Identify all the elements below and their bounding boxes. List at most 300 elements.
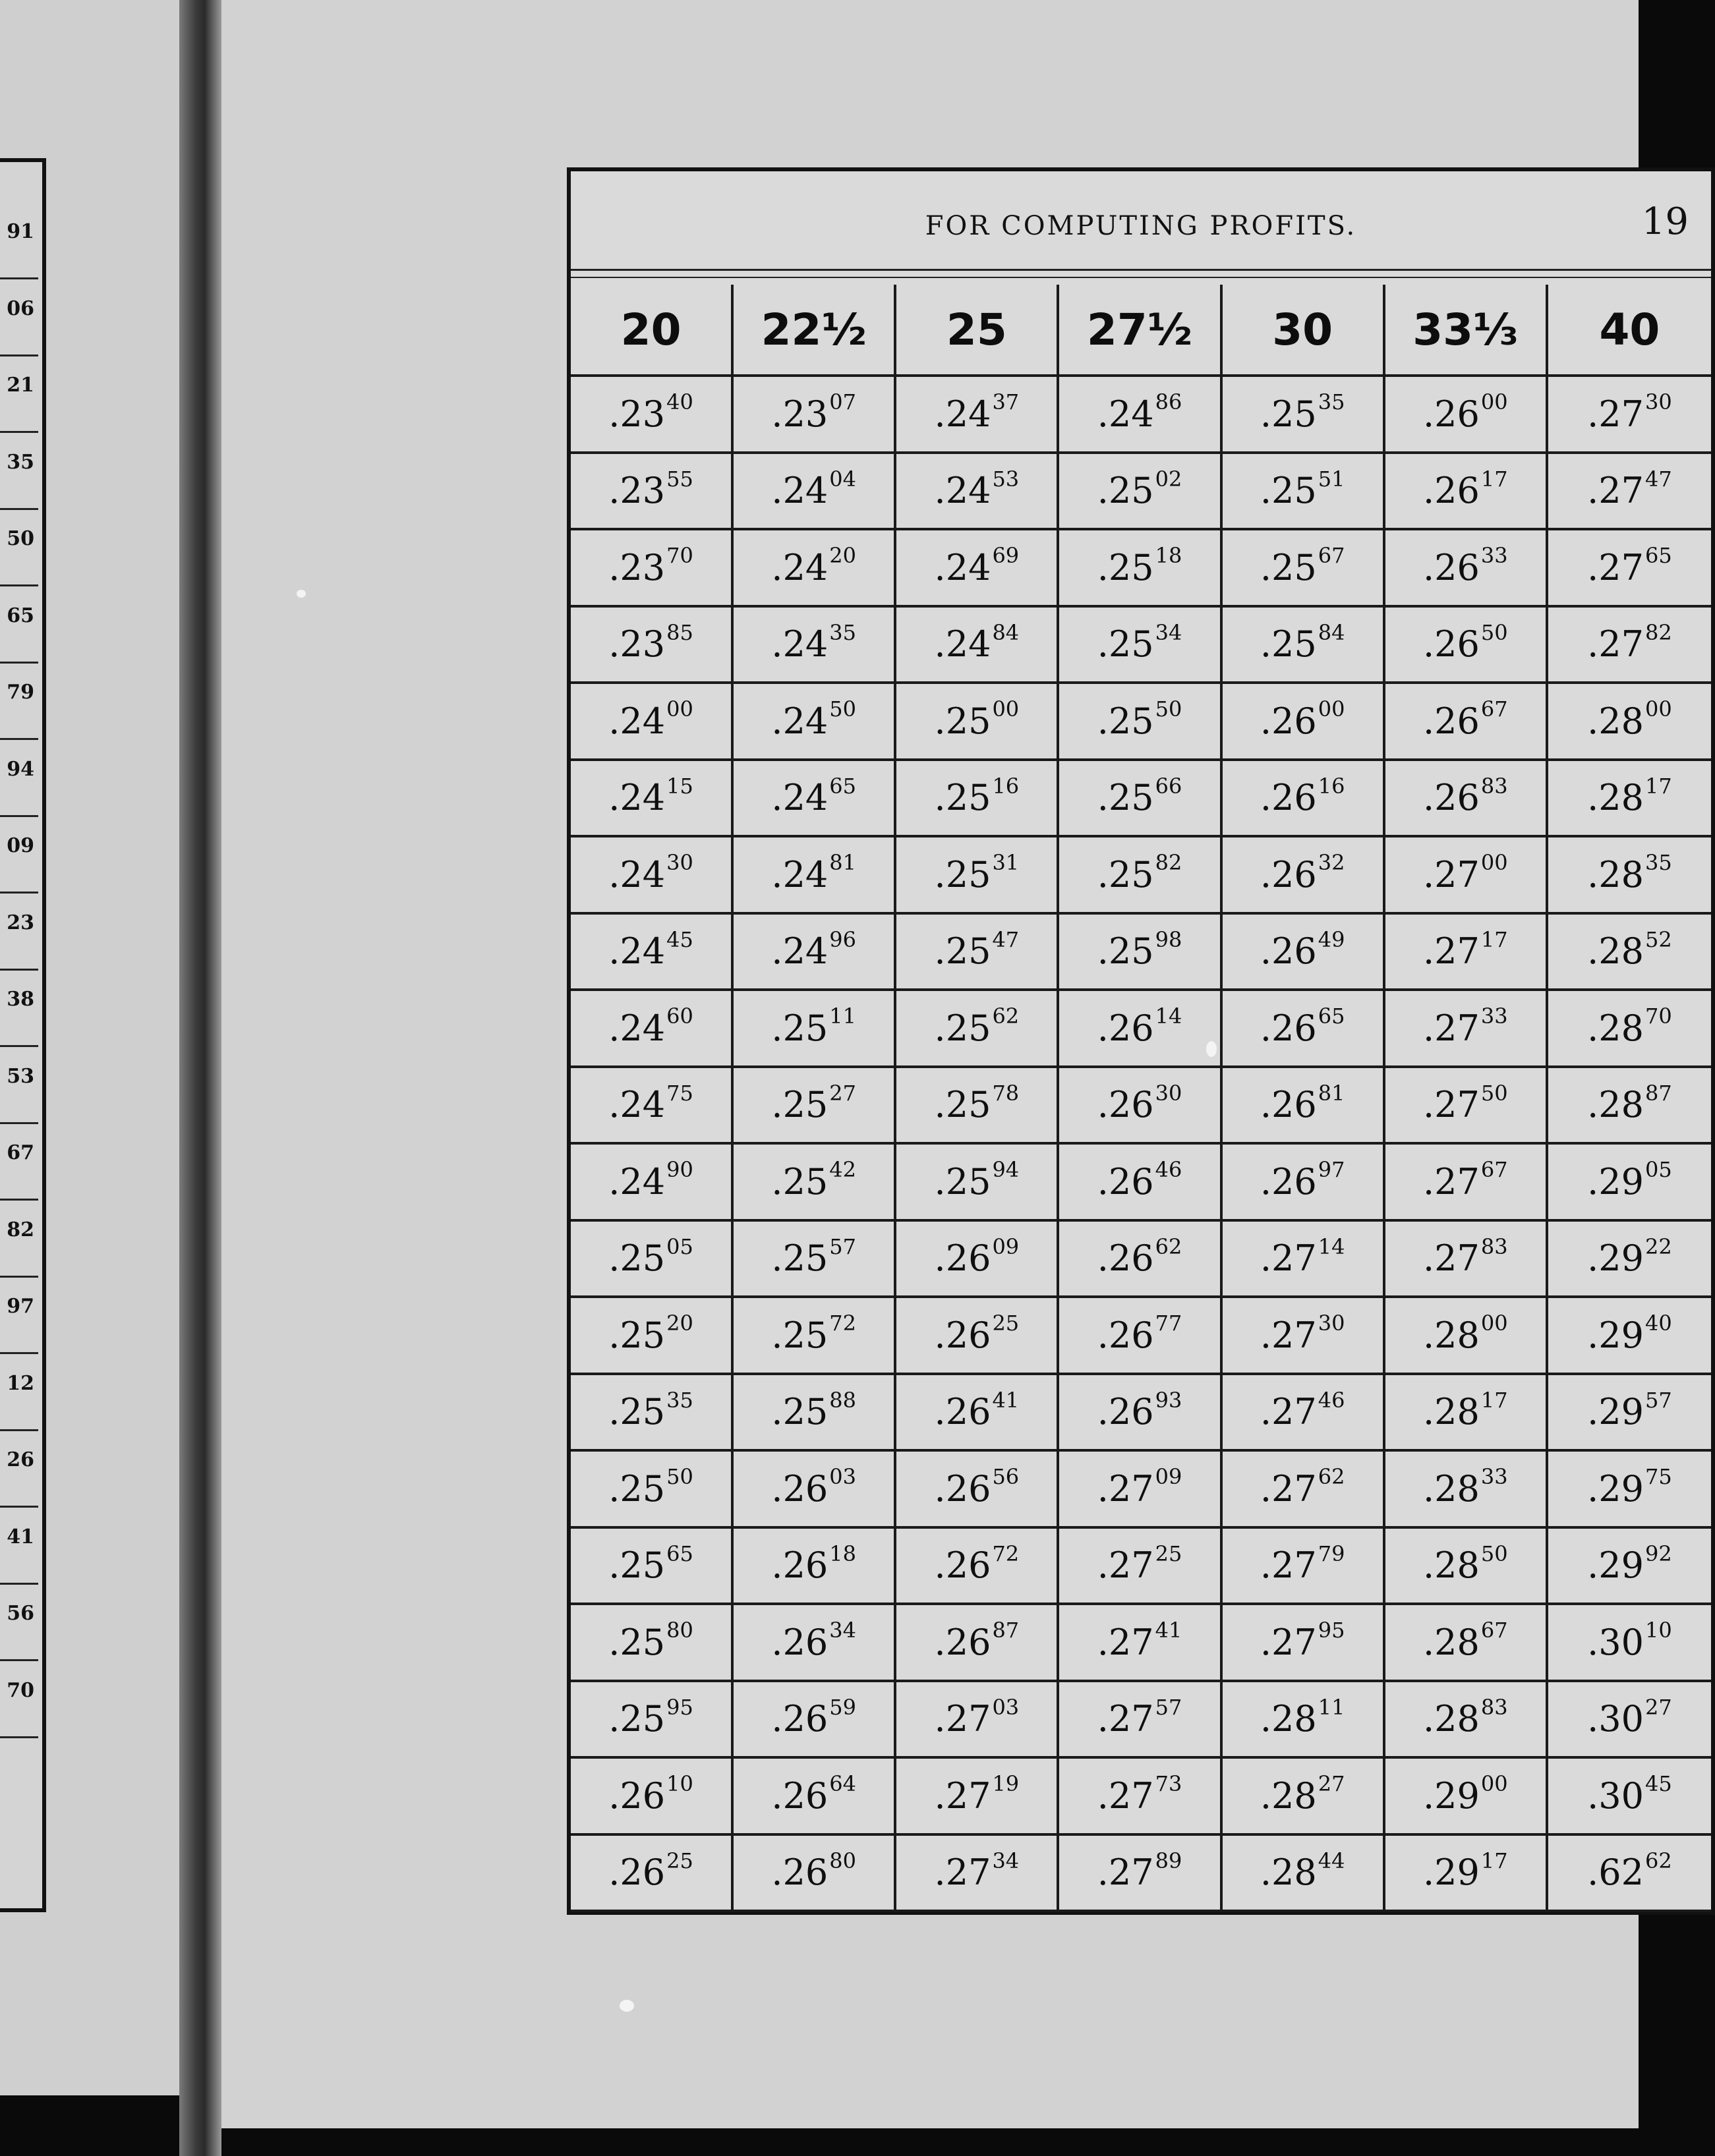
cell-superscript: 18 [1155, 543, 1182, 569]
table-cell [1223, 1068, 1385, 1145]
cell-value: .28 [1422, 1467, 1480, 1510]
cell-superscript: 49 [1318, 926, 1345, 952]
cell-superscript: 65 [1645, 543, 1672, 569]
table-cell [734, 1836, 896, 1913]
cell-superscript: 35 [666, 1387, 693, 1413]
cell-value: .28 [1260, 1774, 1317, 1817]
table-cell [1223, 1682, 1385, 1759]
cell-superscript: 72 [829, 1311, 857, 1336]
table-cell [896, 454, 1059, 531]
table-cell [896, 915, 1059, 992]
table-cell [1223, 1529, 1385, 1606]
cell-value: .29 [1587, 1467, 1644, 1510]
cell-value: .26 [771, 1852, 828, 1894]
cell-superscript: 35 [1645, 850, 1672, 876]
table-cell [1223, 1605, 1385, 1682]
cell-value: .26 [1260, 1160, 1317, 1203]
cell-superscript: 77 [1155, 1311, 1182, 1336]
cell-value: .25 [1260, 470, 1317, 512]
cell-superscript: 47 [992, 926, 1020, 952]
cell-value: .27 [1260, 1314, 1317, 1356]
cell-superscript: 50 [1155, 696, 1182, 722]
table-cell [1059, 991, 1222, 1068]
cell-value: .26 [771, 1467, 828, 1510]
fragment-text: 09 [7, 834, 34, 857]
left-page-fragment [0, 1660, 38, 1738]
table-cell [571, 530, 734, 608]
left-page-fragment [0, 586, 38, 664]
fragment-text: 56 [7, 1602, 34, 1625]
table-cell [1548, 1529, 1711, 1606]
cell-superscript: 17 [1480, 1848, 1508, 1873]
cell-value: .26 [1260, 1007, 1317, 1049]
cell-superscript: 46 [1318, 1387, 1345, 1413]
cell-superscript: 00 [992, 696, 1020, 722]
cell-value: .26 [1260, 700, 1317, 742]
cell-superscript: 10 [666, 1771, 693, 1797]
cell-value: .26 [1422, 700, 1480, 742]
cell-superscript: 45 [666, 926, 693, 952]
table-cell [1385, 1068, 1548, 1145]
cell-superscript: 67 [1480, 696, 1508, 722]
table-cell [896, 1682, 1059, 1759]
column-header: 30 [1223, 285, 1385, 377]
cell-superscript: 69 [992, 543, 1020, 569]
table-cell [1548, 1836, 1711, 1913]
cell-value: .29 [1422, 1852, 1480, 1894]
fragment-text: 79 [7, 681, 34, 704]
table-cell [896, 1145, 1059, 1222]
cell-superscript: 80 [829, 1848, 857, 1873]
cell-value: .25 [934, 777, 991, 819]
cell-superscript: 44 [1318, 1848, 1345, 1873]
cell-value: .26 [771, 1698, 828, 1740]
cell-value: .28 [1422, 1621, 1480, 1663]
table-cell [734, 1298, 896, 1375]
cell-superscript: 15 [666, 773, 693, 799]
cell-superscript: 22 [1645, 1234, 1672, 1259]
cell-superscript: 75 [1645, 1464, 1672, 1490]
left-page [0, 0, 201, 2095]
cell-value: .24 [934, 623, 991, 666]
table-cell [1223, 1836, 1385, 1913]
cell-superscript: 57 [1645, 1387, 1672, 1413]
cell-value: .28 [1260, 1852, 1317, 1894]
fragment-text: 82 [7, 1218, 34, 1241]
cell-superscript: 17 [1645, 773, 1672, 799]
cell-superscript: 51 [1318, 466, 1345, 492]
cell-value: .24 [608, 777, 666, 819]
cell-value: .26 [1260, 930, 1317, 973]
cell-value: .29 [1422, 1774, 1480, 1817]
cell-superscript: 11 [829, 1004, 857, 1029]
cell-value: .24 [608, 1007, 666, 1049]
profit-table [567, 167, 1715, 1915]
table-cell [571, 1375, 734, 1452]
cell-superscript: 00 [666, 696, 693, 722]
cell-value: .26 [1097, 1084, 1154, 1126]
cell-superscript: 41 [992, 1387, 1020, 1413]
table-cell [896, 1452, 1059, 1529]
table-cell [1548, 684, 1711, 761]
table-cell [896, 1375, 1059, 1452]
cell-value: .26 [934, 1545, 991, 1587]
cell-value: .26 [934, 1467, 991, 1510]
cell-value: .27 [1260, 1237, 1317, 1280]
table-cell [571, 1452, 734, 1529]
table-cell [571, 991, 734, 1068]
paper-speck [620, 2000, 634, 2012]
cell-value: .24 [608, 853, 666, 895]
cell-value: .28 [1422, 1698, 1480, 1740]
fragment-text: 38 [7, 988, 34, 1011]
table-cell [1059, 1222, 1222, 1299]
table-cell [571, 377, 734, 454]
cell-superscript: 53 [992, 466, 1020, 492]
table-cell [1059, 915, 1222, 992]
table-cell [896, 1836, 1059, 1913]
table-cell [1385, 1529, 1548, 1606]
fragment-text: 26 [7, 1448, 34, 1471]
cell-superscript: 85 [666, 619, 693, 645]
cell-superscript: 89 [1155, 1848, 1182, 1873]
page-title: FOR COMPUTING PROFITS. [925, 211, 1357, 241]
column-header: 27½ [1059, 285, 1222, 377]
cell-superscript: 87 [992, 1618, 1020, 1643]
cell-value: .27 [1422, 853, 1480, 895]
table-cell [1223, 915, 1385, 992]
cell-superscript: 20 [666, 1311, 693, 1336]
right-page [221, 0, 1689, 2128]
cell-value: .26 [608, 1774, 666, 1817]
table-cell [734, 1605, 896, 1682]
cell-superscript: 16 [992, 773, 1020, 799]
cell-value: .25 [608, 1621, 666, 1663]
table-cell [734, 1375, 896, 1452]
cell-value: .27 [1097, 1621, 1154, 1663]
cell-superscript: 81 [1318, 1080, 1345, 1106]
table-cell [734, 1682, 896, 1759]
header-rule [571, 277, 1711, 278]
cell-value: .26 [1260, 777, 1317, 819]
cell-value: .24 [934, 546, 991, 588]
cell-superscript: 60 [666, 1004, 693, 1029]
cell-value: .24 [771, 623, 828, 666]
cell-superscript: 03 [829, 1464, 857, 1490]
table-cell [1059, 1298, 1222, 1375]
cell-superscript: 66 [1155, 773, 1182, 799]
cell-value: .25 [934, 853, 991, 895]
table-cell [571, 684, 734, 761]
left-page-fragment [0, 1353, 38, 1431]
cell-superscript: 31 [992, 850, 1020, 876]
table-cell [1548, 1068, 1711, 1145]
cell-superscript: 40 [1645, 1311, 1672, 1336]
table-cell [571, 1145, 734, 1222]
table-cell [571, 761, 734, 838]
cell-value: .24 [771, 777, 828, 819]
table-cell [1385, 1759, 1548, 1836]
fragment-text: 06 [7, 297, 34, 320]
cell-superscript: 05 [1645, 1157, 1672, 1183]
cell-superscript: 30 [1645, 389, 1672, 415]
cell-value: .26 [1097, 1160, 1154, 1203]
cell-superscript: 92 [1645, 1541, 1672, 1566]
cell-value: .27 [1422, 1084, 1480, 1126]
table-cell [1548, 377, 1711, 454]
cell-value: .62 [1587, 1852, 1644, 1894]
table-cell [1223, 761, 1385, 838]
cell-value: .25 [934, 1007, 991, 1049]
table-cell [1223, 530, 1385, 608]
table-cell [734, 1529, 896, 1606]
fragment-text: 50 [7, 527, 34, 550]
table-cell [896, 837, 1059, 915]
table-cell [1059, 1452, 1222, 1529]
cell-value: .23 [608, 393, 666, 435]
cell-superscript: 98 [1155, 926, 1182, 952]
fragment-text: 91 [7, 220, 34, 243]
cell-value: .29 [1587, 1391, 1644, 1433]
table-cell [1385, 608, 1548, 685]
cell-superscript: 34 [992, 1848, 1020, 1873]
cell-value: .26 [1422, 777, 1480, 819]
table-cell [1548, 837, 1711, 915]
fragment-text: 35 [7, 450, 34, 474]
table-cell [734, 1452, 896, 1529]
table-cell [1385, 761, 1548, 838]
table-cell [571, 454, 734, 531]
cell-superscript: 57 [829, 1234, 857, 1259]
cell-value: .24 [608, 1084, 666, 1126]
cell-value: .25 [608, 1391, 666, 1433]
cell-value: .25 [934, 1084, 991, 1126]
cell-value: .25 [934, 1160, 991, 1203]
table-cell [571, 1068, 734, 1145]
cell-superscript: 65 [666, 1541, 693, 1566]
cell-superscript: 73 [1155, 1771, 1182, 1797]
cell-value: .28 [1587, 777, 1644, 819]
cell-value: .24 [934, 393, 991, 435]
cell-value: .27 [1260, 1621, 1317, 1663]
table-cell [734, 991, 896, 1068]
cell-superscript: 34 [1155, 619, 1182, 645]
table-cell [1223, 684, 1385, 761]
cell-superscript: 65 [1318, 1004, 1345, 1029]
cell-value: .27 [1587, 546, 1644, 588]
cell-superscript: 00 [1480, 389, 1508, 415]
cell-superscript: 11 [1318, 1694, 1345, 1720]
cell-value: .26 [1422, 393, 1480, 435]
cell-superscript: 67 [1318, 543, 1345, 569]
cell-superscript: 34 [829, 1618, 857, 1643]
left-page-fragment [0, 1123, 38, 1201]
table-grid [571, 285, 1711, 1912]
table-cell [1059, 1145, 1222, 1222]
cell-superscript: 45 [1645, 1771, 1672, 1797]
cell-value: .27 [1097, 1698, 1154, 1740]
cell-value: .30 [1587, 1698, 1644, 1740]
table-cell [896, 1605, 1059, 1682]
cell-value: .24 [771, 930, 828, 973]
cell-superscript: 17 [1480, 926, 1508, 952]
cell-superscript: 35 [1318, 389, 1345, 415]
table-cell [1059, 761, 1222, 838]
cell-value: .25 [1097, 623, 1154, 666]
table-cell [1385, 991, 1548, 1068]
cell-superscript: 18 [829, 1541, 857, 1566]
cell-value: .26 [1422, 623, 1480, 666]
table-cell [1385, 1145, 1548, 1222]
cell-value: .29 [1587, 1314, 1644, 1356]
cell-value: .25 [1097, 853, 1154, 895]
cell-value: .27 [1422, 1237, 1480, 1280]
header-rule [571, 269, 1711, 271]
table-cell [896, 1068, 1059, 1145]
cell-value: .27 [1422, 930, 1480, 973]
cell-superscript: 00 [1480, 850, 1508, 876]
cell-superscript: 50 [829, 696, 857, 722]
left-page-table [0, 158, 46, 1912]
cell-value: .28 [1422, 1391, 1480, 1433]
cell-value: .26 [771, 1774, 828, 1817]
left-page-fragment [0, 279, 38, 356]
cell-superscript: 79 [1318, 1541, 1345, 1566]
table-cell [896, 1529, 1059, 1606]
cell-superscript: 02 [1155, 466, 1182, 492]
cell-superscript: 56 [992, 1464, 1020, 1490]
cell-superscript: 67 [1480, 1157, 1508, 1183]
table-cell [1385, 1375, 1548, 1452]
page-number: 19 [1641, 200, 1689, 243]
cell-superscript: 17 [1480, 1387, 1508, 1413]
cell-value: .27 [1097, 1852, 1154, 1894]
left-page-fragment [0, 202, 38, 279]
table-cell [1059, 684, 1222, 761]
column-header: 33⅓ [1385, 285, 1548, 377]
cell-superscript: 62 [1645, 1848, 1672, 1873]
cell-value: .28 [1260, 1698, 1317, 1740]
cell-superscript: 97 [1318, 1157, 1345, 1183]
cell-superscript: 33 [1480, 1004, 1508, 1029]
table-cell [1223, 991, 1385, 1068]
cell-value: .25 [771, 1007, 828, 1049]
table-cell [1059, 377, 1222, 454]
table-cell [734, 454, 896, 531]
left-page-fragment [0, 1046, 38, 1124]
cell-value: .25 [934, 930, 991, 973]
cell-value: .28 [1422, 1545, 1480, 1587]
cell-superscript: 84 [1318, 619, 1345, 645]
cell-superscript: 30 [666, 850, 693, 876]
left-page-fragment [0, 509, 38, 586]
cell-superscript: 09 [992, 1234, 1020, 1259]
table-cell [1548, 761, 1711, 838]
cell-value: .28 [1587, 700, 1644, 742]
cell-superscript: 82 [1645, 619, 1672, 645]
left-page-fragment [0, 893, 38, 971]
left-page-fragment [0, 662, 38, 740]
cell-superscript: 82 [1155, 850, 1182, 876]
cell-superscript: 84 [992, 619, 1020, 645]
fragment-text: 12 [7, 1371, 34, 1395]
cell-value: .26 [1097, 1237, 1154, 1280]
table-cell [1548, 608, 1711, 685]
cell-superscript: 72 [992, 1541, 1020, 1566]
table-cell [734, 761, 896, 838]
cell-superscript: 57 [1155, 1694, 1182, 1720]
cell-superscript: 64 [829, 1771, 857, 1797]
cell-value: .27 [1587, 623, 1644, 666]
cell-value: .23 [771, 393, 828, 435]
cell-superscript: 50 [1480, 1541, 1508, 1566]
cell-superscript: 00 [1318, 696, 1345, 722]
cell-value: .26 [1422, 470, 1480, 512]
table-cell [1385, 915, 1548, 992]
table-cell [1223, 1375, 1385, 1452]
table-cell [1223, 608, 1385, 685]
table-cell [734, 1145, 896, 1222]
cell-superscript: 30 [1318, 1311, 1345, 1336]
cell-value: .24 [771, 546, 828, 588]
cell-superscript: 25 [992, 1311, 1020, 1336]
cell-superscript: 07 [829, 389, 857, 415]
table-cell [1548, 1452, 1711, 1529]
cell-superscript: 81 [829, 850, 857, 876]
cell-value: .25 [608, 1237, 666, 1280]
table-cell [1548, 1682, 1711, 1759]
cell-value: .25 [1097, 930, 1154, 973]
cell-superscript: 83 [1480, 773, 1508, 799]
left-page-fragment [0, 355, 38, 433]
fragment-text: 97 [7, 1295, 34, 1318]
table-cell [1059, 608, 1222, 685]
cell-superscript: 40 [666, 389, 693, 415]
left-page-fragment [0, 1200, 38, 1278]
table-cell [1548, 454, 1711, 531]
cell-value: .24 [1097, 393, 1154, 435]
cell-superscript: 75 [666, 1080, 693, 1106]
cell-superscript: 55 [666, 466, 693, 492]
cell-superscript: 59 [829, 1694, 857, 1720]
cell-superscript: 62 [1155, 1234, 1182, 1259]
cell-superscript: 62 [992, 1004, 1020, 1029]
table-cell [1223, 837, 1385, 915]
cell-superscript: 20 [829, 543, 857, 569]
cell-value: .27 [1260, 1391, 1317, 1433]
cell-value: .26 [934, 1391, 991, 1433]
table-cell [896, 761, 1059, 838]
cell-value: .25 [608, 1698, 666, 1740]
cell-superscript: 27 [1645, 1694, 1672, 1720]
table-cell [1059, 454, 1222, 531]
table-cell [734, 1759, 896, 1836]
cell-value: .29 [1587, 1545, 1644, 1587]
table-cell [896, 684, 1059, 761]
table-cell [1059, 1682, 1222, 1759]
cell-value: .23 [608, 623, 666, 666]
cell-value: .26 [1097, 1391, 1154, 1433]
cell-value: .25 [771, 1160, 828, 1203]
table-cell [1548, 915, 1711, 992]
cell-superscript: 00 [1480, 1771, 1508, 1797]
table-cell [571, 1682, 734, 1759]
cell-value: .28 [1587, 1084, 1644, 1126]
cell-value: .26 [608, 1852, 666, 1894]
cell-superscript: 94 [992, 1157, 1020, 1183]
cell-value: .24 [934, 470, 991, 512]
cell-value: .23 [608, 470, 666, 512]
